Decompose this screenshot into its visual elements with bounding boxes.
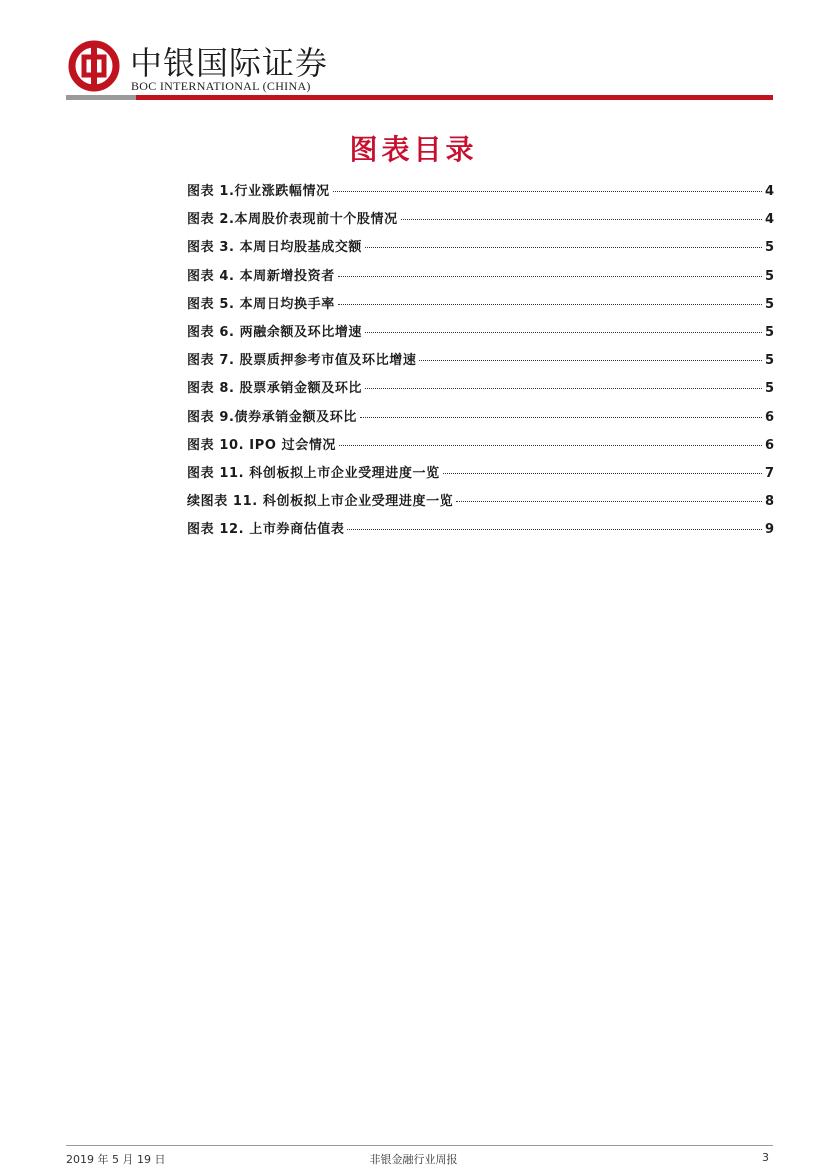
toc-title: 图表目录 bbox=[349, 133, 478, 166]
brand-name-en: BOC INTERNATIONAL (CHINA) bbox=[131, 79, 311, 93]
dot-leader bbox=[339, 445, 762, 446]
dot-leader bbox=[360, 417, 762, 418]
toc-entry-page: 6 bbox=[764, 409, 774, 425]
header-divider-red bbox=[136, 95, 773, 100]
boc-logo-icon bbox=[68, 40, 120, 92]
toc-entry-page: 5 bbox=[764, 324, 774, 340]
footer-report-name: 非银金融行业周报 bbox=[369, 1153, 458, 1166]
toc-entry-page: 9 bbox=[764, 522, 774, 538]
toc-entry-page: 5 bbox=[764, 353, 774, 369]
toc-entry-8[interactable] bbox=[187, 377, 774, 405]
toc-entry-label: 图表 6. 两融余额及环比增速 bbox=[187, 324, 363, 340]
dot-leader bbox=[443, 473, 762, 474]
toc-entry-1[interactable] bbox=[187, 180, 774, 208]
dot-leader bbox=[365, 247, 762, 248]
toc-entry-7[interactable] bbox=[187, 349, 774, 377]
toc-entry-9[interactable] bbox=[187, 406, 774, 434]
toc-entry-11[interactable] bbox=[187, 462, 774, 490]
toc-entry-5[interactable] bbox=[187, 293, 774, 321]
header-divider-gray bbox=[66, 95, 136, 100]
toc-entry-label: 图表 9.债券承销金额及环比 bbox=[187, 409, 357, 425]
dot-leader bbox=[365, 388, 762, 389]
toc-entry-page: 5 bbox=[764, 268, 774, 284]
footer-divider bbox=[66, 1145, 773, 1146]
dot-leader bbox=[401, 219, 762, 220]
footer-page-number: 3 bbox=[762, 1151, 769, 1164]
toc-entry-label: 图表 8. 股票承销金额及环比 bbox=[187, 381, 363, 397]
toc-entry-label: 图表 2.本周股价表现前十个股情况 bbox=[187, 212, 398, 228]
toc-entry-label: 图表 5. 本周日均换手率 bbox=[187, 296, 335, 312]
toc-entry-label: 续图表 11. 科创板拟上市企业受理进度一览 bbox=[187, 494, 454, 510]
dot-leader bbox=[347, 529, 761, 530]
toc-entry-2[interactable] bbox=[187, 208, 774, 236]
brand-name-cn: 中银国际证券 bbox=[130, 44, 329, 82]
toc-entry-13[interactable] bbox=[187, 518, 774, 546]
toc-entry-10[interactable] bbox=[187, 434, 774, 462]
dot-leader bbox=[333, 191, 762, 192]
toc-entry-label: 图表 7. 股票质押参考市值及环比增速 bbox=[187, 353, 417, 369]
toc-entry-12[interactable] bbox=[187, 490, 774, 518]
toc-entry-page: 7 bbox=[764, 465, 774, 481]
footer-date: 2019 年 5 月 19 日 bbox=[66, 1153, 166, 1166]
toc-entry-label: 图表 3. 本周日均股基成交额 bbox=[187, 240, 363, 256]
toc-entry-page: 8 bbox=[764, 494, 774, 510]
dot-leader bbox=[456, 501, 762, 502]
dot-leader bbox=[419, 360, 762, 361]
toc-entry-page: 4 bbox=[764, 184, 774, 199]
toc-entry-page: 5 bbox=[764, 381, 774, 397]
toc-entry-page: 5 bbox=[764, 296, 774, 312]
toc-entry-label: 图表 11. 科创板拟上市企业受理进度一览 bbox=[187, 465, 440, 481]
toc-entry-label: 图表 4. 本周新增投资者 bbox=[187, 268, 335, 284]
toc-entry-4[interactable] bbox=[187, 265, 774, 293]
toc-entry-label: 图表 10. IPO 过会情况 bbox=[187, 437, 337, 453]
dot-leader bbox=[338, 276, 762, 277]
dot-leader bbox=[365, 332, 762, 333]
toc-entry-6[interactable] bbox=[187, 321, 774, 349]
dot-leader bbox=[338, 304, 762, 305]
toc-entry-label: 图表 1.行业涨跌幅情况 bbox=[187, 184, 330, 199]
toc-entry-3[interactable] bbox=[187, 236, 774, 264]
toc-entry-page: 6 bbox=[764, 437, 774, 453]
toc-entry-label: 图表 12. 上市券商估值表 bbox=[187, 522, 345, 538]
table-of-figures bbox=[187, 180, 774, 546]
toc-entry-page: 5 bbox=[764, 240, 774, 256]
toc-entry-page: 4 bbox=[764, 212, 774, 228]
